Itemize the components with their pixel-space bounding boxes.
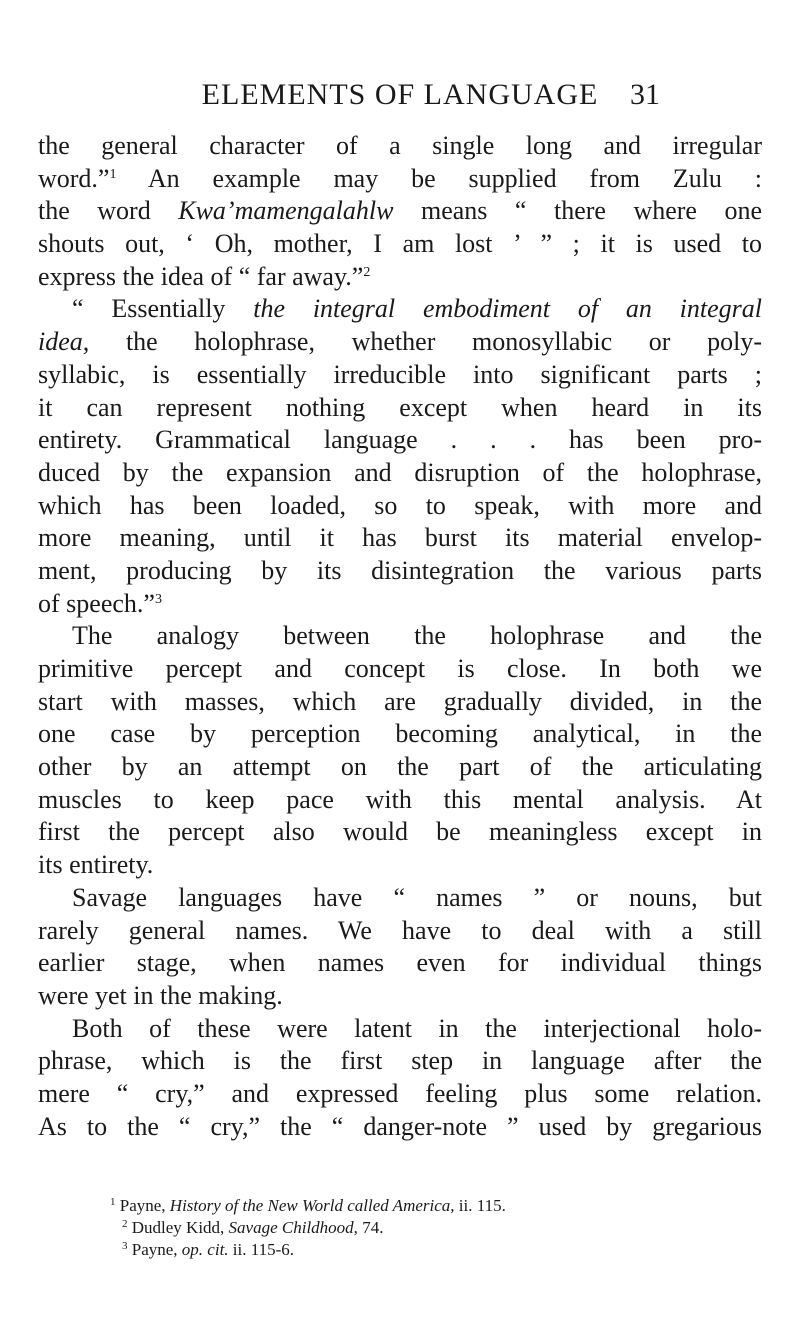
footnotes [110, 1195, 750, 1261]
text-line: Savage languages have “ names ” or nouns, but [72, 882, 762, 912]
text-line: entirety. Grammatical language . . . has been pro- [38, 425, 762, 455]
text-line: it can represent nothing except when heard in its [38, 392, 762, 422]
text-line: express the idea of “ far away.”$^2$ [38, 261, 371, 291]
text-line: of speech.”$^3$ [38, 588, 162, 618]
text-line: mere “ cry,” and expressed feeling plus some relation. [38, 1078, 762, 1108]
text-line: ment, producing by its disintegration the various parts [38, 555, 762, 585]
text-line: idea, the holophrase, whether monosyllabic or poly- [38, 327, 762, 357]
text-line: one case by perception becoming analytical, in the [38, 719, 762, 749]
text-line: its entirety. [38, 850, 154, 880]
text-line: the word Kwa’mamengalahlw means “ there where one [38, 196, 763, 226]
text-line: were yet in the making. [38, 980, 283, 1010]
running-title: ELEMENTS OF LANGUAGE [201, 78, 599, 111]
text-line: word.”$^1$ An example may be supplied from Zulu : [38, 163, 762, 193]
text-line: primitive percept and concept is close. In both we [38, 654, 762, 683]
text-line: duced by the expansion and disruption of the holophrase, [38, 457, 762, 487]
running-head [0, 78, 800, 118]
text-line: more meaning, until it has burst its material envelop- [38, 523, 762, 553]
footnote: $^2$ Dudley Kidd, Savage Childhood, 74. [122, 1218, 384, 1237]
text-line: The analogy between the holophrase and the [72, 621, 762, 651]
footnote-ref: 2 [363, 264, 371, 280]
text-line: phrase, which is the first step in language after the [38, 1046, 762, 1076]
footnote-ref: 1 [109, 166, 117, 182]
zulu-word: Kwa’mamengalahlw [178, 196, 394, 226]
text-line: earlier stage, when names even for individual things [38, 948, 762, 978]
text-line: which has been loaded, so to speak, with more and [38, 490, 762, 520]
footnote-ref: 3 [154, 591, 162, 607]
text-line: the general character of a single long and irregular [38, 131, 762, 160]
text-line: As to the “ cry,” the “ danger-note ” used by gregarious [38, 1111, 762, 1141]
text-line: shouts out, ‘ Oh, mother, I am lost ’ ” ; it is used to [38, 229, 762, 259]
body-text [38, 130, 762, 1143]
text-line: “ Essentially the integral embodiment of an integral [72, 294, 762, 324]
footnote: $^3$ Payne, op. cit. ii. 115-6. [122, 1240, 295, 1259]
text-line: syllabic, is essentially irreducible into significant parts ; [38, 359, 762, 389]
text-line: muscles to keep pace with this mental analysis. At [38, 784, 762, 814]
text-line: start with masses, which are gradually divided, in the [38, 686, 762, 716]
page-number: 31 [630, 78, 660, 111]
text-line: Both of these were latent in the interjectional holo- [72, 1013, 762, 1043]
text-line: first the percept also would be meaningless except in [38, 817, 762, 847]
footnote: $^1$ Payne, History of the New World called America, ii. 115. [110, 1196, 506, 1215]
text-line: rarely general names. We have to deal with a still [38, 915, 762, 945]
text-line: other by an attempt on the part of the articulating [38, 752, 762, 782]
